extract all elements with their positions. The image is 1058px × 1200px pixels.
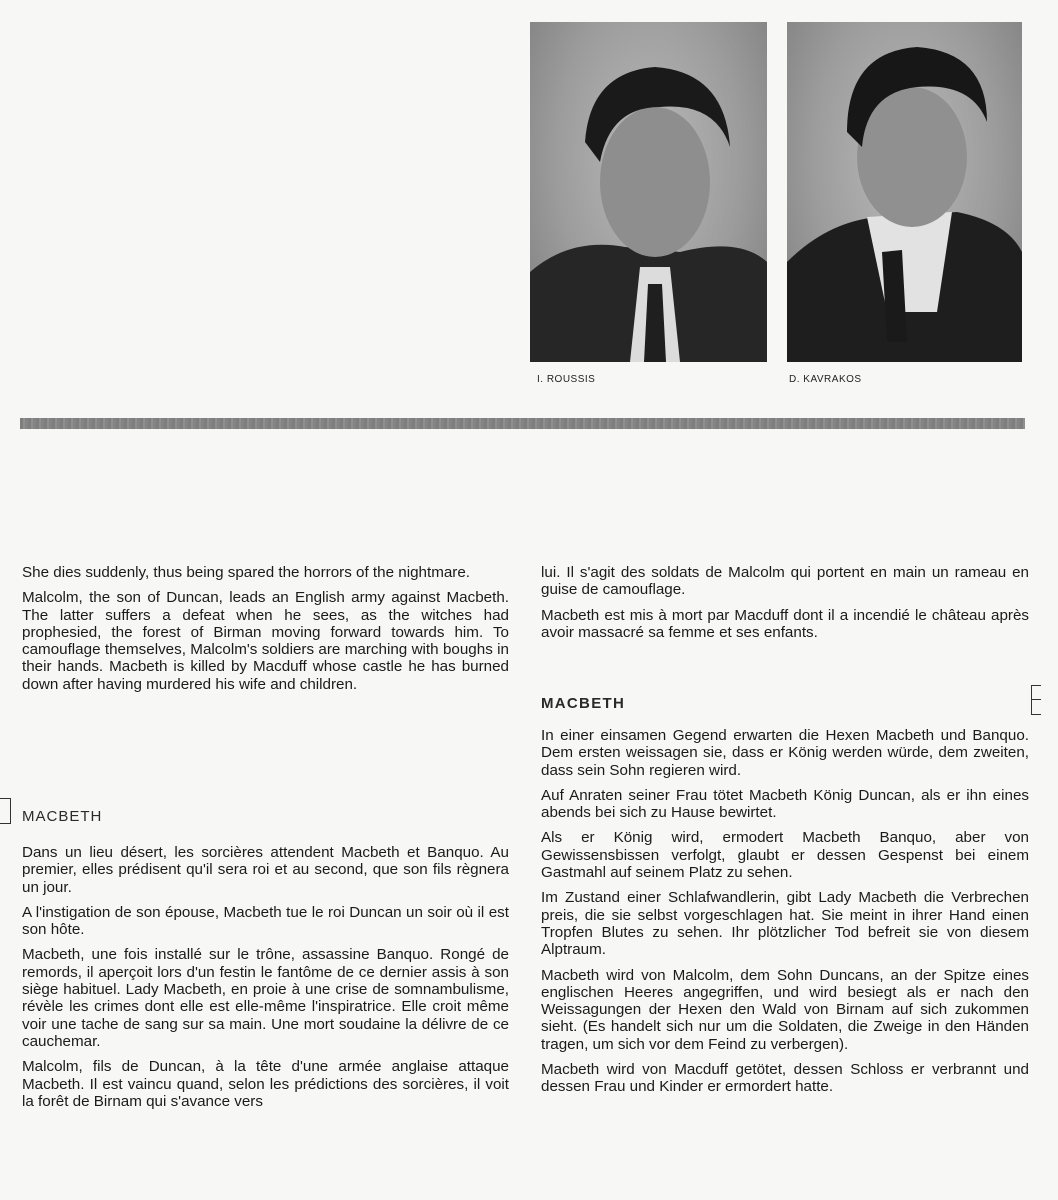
section-heading-german: MACBETH <box>541 695 626 712</box>
paragraph: Malcolm, the son of Duncan, leads an English army against Macbeth. The latter suffers a defeat when he sees, as the witches had prophesied, the forest of Birman moving forward towards him. To camouflage themselves, Malcolm's soldiers are marching with boughs in their hands. Macbeth is killed by Macduff whose castle he has burned down after having murdered his wife and children. <box>22 589 509 693</box>
photo-caption: I. ROUSSIS <box>537 374 596 385</box>
paragraph: A l'instigation de son épouse, Macbeth tue le roi Duncan un soir où il est son hôte. <box>22 903 509 939</box>
paragraph: Auf Anraten seiner Frau tötet Macbeth König Duncan, als er ihn eines abends bei sich zu Hause bewirtet. <box>541 786 1029 822</box>
french-synopsis <box>22 844 509 1118</box>
photo-caption: D. KAVRAKOS <box>789 374 862 385</box>
portrait-photo-roussis <box>530 22 767 362</box>
paragraph: Malcolm, fils de Duncan, à la tête d'une armée anglaise attaque Macbeth. Il est vaincu quand, selon les prédictions des sorcières, il voit la forêt de Birnam qui s'avance vers <box>22 1058 509 1110</box>
margin-mark <box>1031 685 1042 715</box>
english-synopsis <box>22 564 509 701</box>
portrait-image <box>787 22 1022 362</box>
paragraph: Macbeth est mis à mort par Macduff dont il a incendié le château après avoir massacré sa femme et ses enfants. <box>541 606 1029 641</box>
paragraph: Macbeth, une fois installé sur le trône, assassine Banquo. Rongé de remords, il aperçoit lors d'un festin le fantôme de ce dernier assis à son siège habituel. Lady Macbeth, en proie à une crise de somnambulisme, révèle les crimes dont elle est elle-même l'inspiratrice. Elle croit même voir une tache de sang sur sa main. Une mort soudaine la délivre de ce cauchemar. <box>22 946 509 1050</box>
paragraph: lui. Il s'agit des soldats de Malcolm qui portent en main un rameau en guise de camouflage. <box>541 564 1029 599</box>
portrait-image <box>530 22 767 362</box>
paragraph: Im Zustand einer Schlafwandlerin, gibt Lady Macbeth die Verbrechen preis, die sie selbst vorgeschlagen hat. Sie meint in ihrer Hand einen Tropfen Blutes zu sehen. Ihr plötzlicher Tod befreit sie von diesem Alptraum. <box>541 889 1029 959</box>
portrait-photo-kavrakos <box>787 22 1022 362</box>
paragraph: Als er König wird, ermodert Macbeth Banquo, aber von Gewissensbissen verfolgt, glaubt er dessen Gespenst bei einem Gastmahl auf seinem Platz zu sehen. <box>541 829 1029 882</box>
paragraph: Dans un lieu désert, les sorcières attendent Macbeth et Banquo. Au premier, elles prédisent qu'il sera roi et au second, que son fils règnera un jour. <box>22 844 509 896</box>
margin-mark <box>0 798 11 824</box>
paragraph: In einer einsamen Gegend erwarten die Hexen Macbeth und Banquo. Dem ersten weissagen sie, dass er König werden würde, dem zweiten, dass sein Sohn regieren wird. <box>541 727 1029 779</box>
french-synopsis-continued <box>541 564 1029 649</box>
paragraph: She dies suddenly, thus being spared the horrors of the nightmare. <box>22 564 471 581</box>
paragraph: Macbeth wird von Macduff getötet, dessen Schloss er verbrannt und dessen Frau und Kinder er ermordert hatte. <box>541 1061 1029 1096</box>
paragraph: Macbeth wird von Malcolm, dem Sohn Duncans, an der Spitze eines englischen Heeres angegriffen, und wird besiegt als er nach den Weissagungen der Hexen den Wald von Birnam auf sich zukommen sieht. (Es handelt sich nur um die Soldaten, die Zweige in den Händen tragen, um sich vor dem Feind zu verbergen). <box>541 966 1029 1053</box>
german-synopsis <box>541 727 1029 1104</box>
section-heading-french: MACBETH <box>22 808 103 825</box>
divider-bar <box>20 418 1025 429</box>
